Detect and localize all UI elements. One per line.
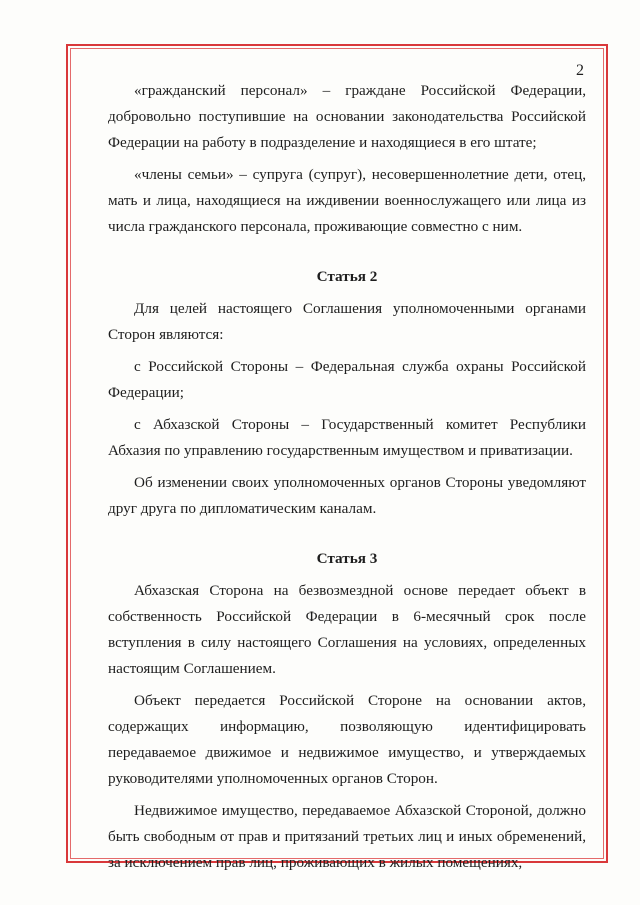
article-2-paragraph: с Абхазской Стороны – Государственный комитет Республики Абхазия по управлению государственным имуществом и приватизации. — [108, 416, 586, 459]
page-number: 2 — [576, 62, 584, 79]
article-2-paragraph: с Российской Стороны – Федеральная служба охраны Российской Федерации; — [108, 358, 586, 401]
definition-civil-personnel: «гражданский персонал» – граждане Российской Федерации, добровольно поступившие на основании законодательства Российской Федерации на работу в подразделение и находящиеся в его штате; — [108, 82, 586, 151]
article-3-paragraph: Недвижимое имущество, передаваемое Абхазской Стороной, должно быть свободным от прав и притязаний третьих лиц и иных обременений, за исключением прав лиц, проживающих в жилых помещениях, — [108, 802, 586, 871]
article-3-paragraph: Объект передается Российской Стороне на основании актов, содержащих информацию, позволяющую идентифицировать передаваемое движимое и недвижимое имущество, и утверждаемых руководителями уполномоченных органов Сторон. — [108, 692, 586, 787]
article-2-paragraph: Об изменении своих уполномоченных органов Стороны уведомляют друг друга по дипломатическим каналам. — [108, 474, 586, 517]
article-3-paragraph: Абхазская Сторона на безвозмездной основе передает объект в собственность Российской Федерации в 6-месячный срок после вступления в силу настоящего Соглашения на условиях, определенных настоящим Соглашением. — [108, 582, 586, 677]
article-3-heading: Статья 3 — [316, 550, 378, 567]
article-2-paragraph: Для целей настоящего Соглашения уполномоченными органами Сторон являются: — [108, 300, 586, 343]
definition-family-members: «члены семьи» – супруга (супруг), несовершеннолетние дети, отец, мать и лица, находящиеся на иждивении военнослужащего или лица из числа гражданского персонала, проживающие совместно с ним. — [108, 166, 586, 235]
document-body — [108, 78, 586, 882]
article-2-heading: Статья 2 — [316, 268, 378, 285]
